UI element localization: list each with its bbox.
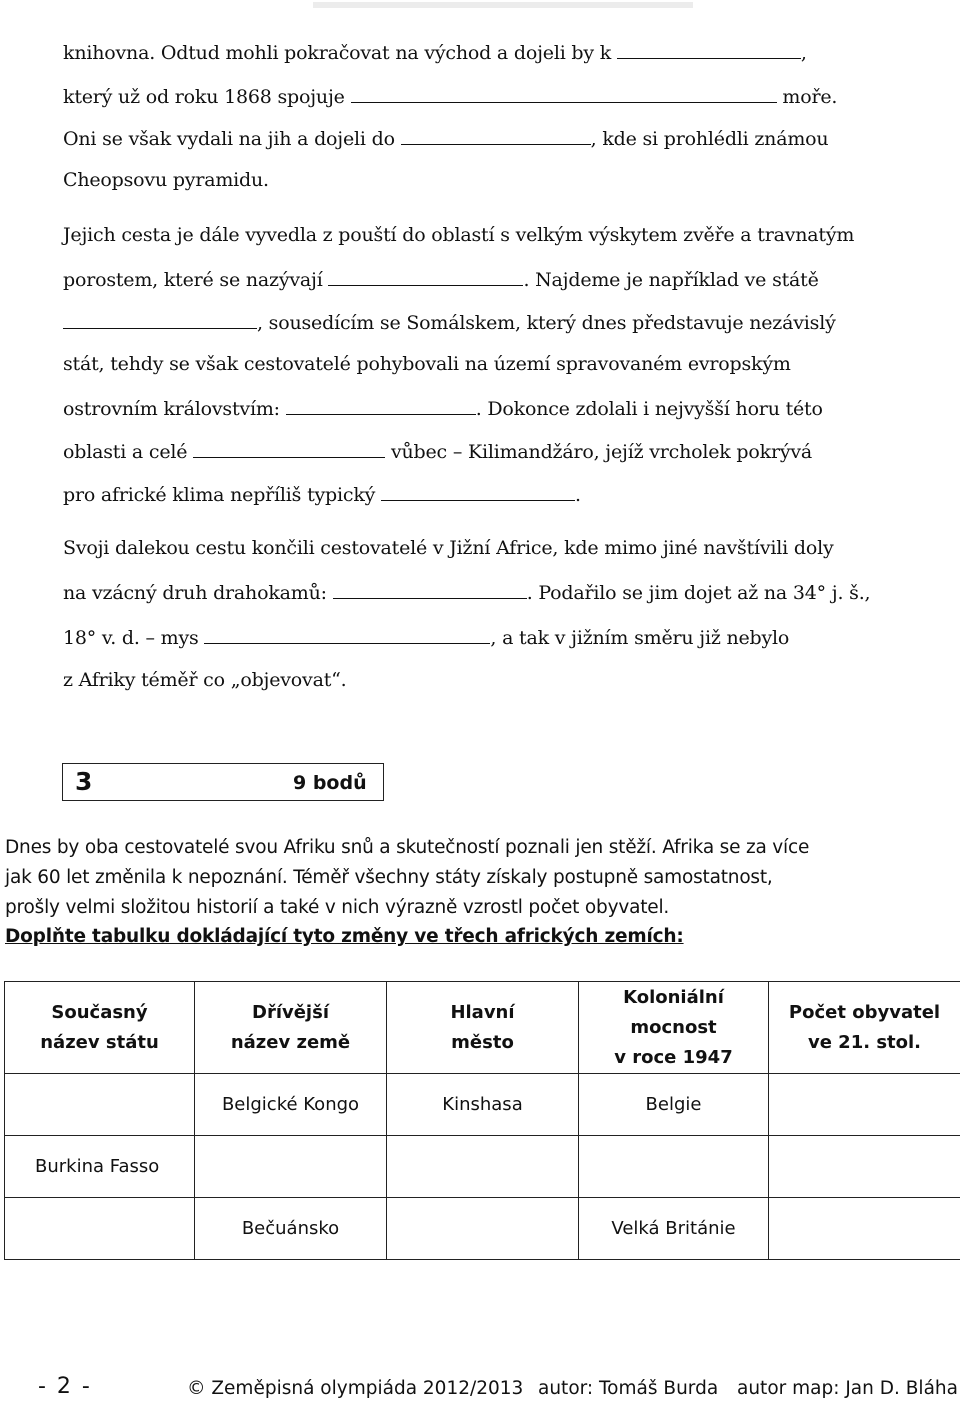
- answer-blank[interactable]: [401, 126, 591, 145]
- passage-line: 18° v. d. – mys , a tak v jižním směru již nebylo: [63, 627, 790, 649]
- top-scan-bar: [313, 2, 693, 8]
- answer-blank[interactable]: [286, 396, 476, 415]
- passage-line: , sousedícím se Somálskem, který dnes představuje nezávislý: [63, 310, 836, 334]
- table-cell-input[interactable]: [769, 1074, 960, 1136]
- table-cell: Belgické Kongo: [195, 1074, 387, 1136]
- table-cell: Kinshasa: [387, 1074, 579, 1136]
- table-row: [5, 1198, 960, 1260]
- task-points: 9 bodů: [293, 772, 367, 794]
- passage-line: stát, tehdy se však cestovatelé pohybovali na území spravovaném evropským: [63, 353, 791, 375]
- passage-line: Svoji dalekou cestu končili cestovatelé v Jižní Africe, kde mimo jiné navštívili doly: [63, 537, 834, 559]
- table-row: [5, 1136, 960, 1198]
- passage-line: oblasti a celé vůbec – Kilimandžáro, jejíž vrcholek pokrývá: [63, 441, 813, 463]
- task-score-box: [62, 763, 384, 801]
- table-cell-input[interactable]: [769, 1198, 960, 1260]
- passage-line: knihovna. Odtud mohli pokračovat na východ a dojeli by k ,: [63, 42, 807, 64]
- answer-blank[interactable]: [63, 310, 257, 329]
- passage-line: porostem, které se nazývají . Najdeme je například ve státě: [63, 269, 819, 291]
- table-cell-input[interactable]: [387, 1136, 579, 1198]
- table-row: [5, 1074, 960, 1136]
- table-cell-input[interactable]: [579, 1136, 769, 1198]
- table-cell: Burkina Fasso: [5, 1136, 195, 1198]
- passage-line: Oni se však vydali na jih a dojeli do , kde si prohlédli známou: [63, 128, 829, 150]
- footer-copyright: © Zeměpisná olympiáda 2012/2013: [187, 1378, 524, 1399]
- country-table: [4, 981, 960, 1260]
- header-colonial-power: Koloniální mocnost v roce 1947: [579, 982, 769, 1074]
- table-cell-input[interactable]: [387, 1198, 579, 1260]
- answer-blank[interactable]: [333, 580, 527, 599]
- answer-blank[interactable]: [328, 267, 523, 286]
- answer-blank[interactable]: [351, 84, 777, 103]
- passage-line: Cheopsovu pyramidu.: [63, 169, 269, 191]
- page-number: - 2 -: [38, 1374, 92, 1399]
- table-header-row: [5, 982, 960, 1074]
- answer-blank[interactable]: [204, 625, 490, 644]
- table-cell-input[interactable]: [5, 1074, 195, 1136]
- header-current-name: Současný název státu: [5, 982, 195, 1074]
- passage-line: z Afriky téměř co „objevovat“.: [63, 669, 347, 691]
- task-instruction: Doplňte tabulku dokládající tyto změny ve třech afrických zemích:: [5, 926, 684, 947]
- header-capital: Hlavní město: [387, 982, 579, 1074]
- table-cell: Belgie: [579, 1074, 769, 1136]
- table-cell-input[interactable]: [195, 1136, 387, 1198]
- answer-blank[interactable]: [193, 439, 385, 458]
- passage-line: pro africké klima nepříliš typický .: [63, 484, 581, 506]
- passage-line: na vzácný druh drahokamů: . Podařilo se jim dojet až na 34° j. š.,: [63, 582, 871, 604]
- passage-line: Jejich cesta je dále vyvedla z pouští do oblastí s velkým výskytem zvěře a travnatým: [63, 224, 855, 246]
- passage-line: který už od roku 1868 spojuje moře.: [63, 86, 838, 108]
- answer-blank[interactable]: [617, 40, 801, 59]
- header-former-name: Dřívější název země: [195, 982, 387, 1074]
- task-intro-line: Dnes by oba cestovatelé svou Afriku snů a skutečností poznali jen stěží. Afrika se za více: [5, 837, 810, 858]
- header-population: Počet obyvatel ve 21. stol.: [769, 982, 960, 1074]
- passage-line: ostrovním královstvím: . Dokonce zdolali i nejvyšší horu této: [63, 398, 823, 420]
- task-intro-line: jak 60 let změnila k nepoznání. Téměř všechny státy získaly postupně samostatnost,: [5, 867, 773, 888]
- answer-blank[interactable]: [381, 482, 575, 501]
- table-cell: Bečuánsko: [195, 1198, 387, 1260]
- task-number: 3: [75, 767, 93, 796]
- footer-author: autor: Tomáš Burda: [538, 1378, 719, 1399]
- table-cell-input[interactable]: [769, 1136, 960, 1198]
- footer-maps-author: autor map: Jan D. Bláha: [737, 1378, 958, 1399]
- table-cell: Velká Británie: [579, 1198, 769, 1260]
- table-cell-input[interactable]: [5, 1198, 195, 1260]
- task-intro-line: prošly velmi složitou historií a také v nich výrazně vzrostl počet obyvatel.: [5, 897, 670, 918]
